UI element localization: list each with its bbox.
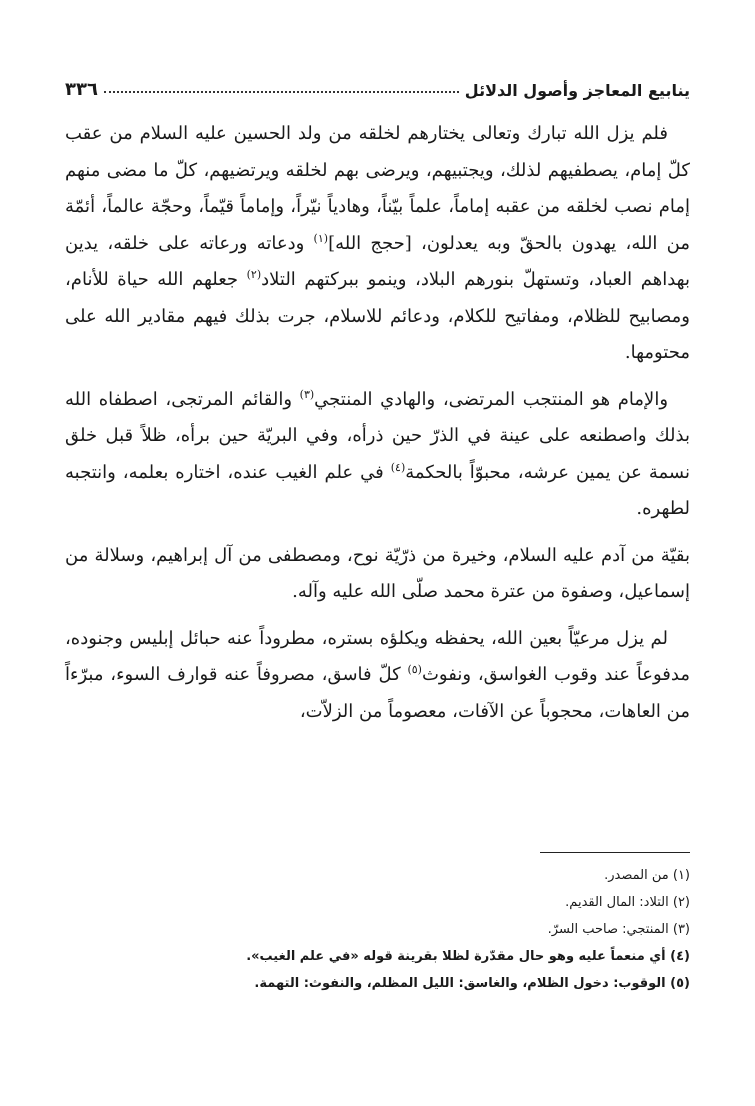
- footnote-ref: (١): [313, 231, 329, 245]
- paragraph-text: بقيّة من آدم عليه السلام، وخيرة من ذرّيّة نوح، ومصطفى من آل إبراهيم، وسلالة من إسماعيل، وصفوة من عترة محمد صلّى الله عليه وآله.: [65, 544, 690, 602]
- footnote-1: (١) من المصدر.: [604, 868, 690, 883]
- page-number: ٣٣٦: [65, 79, 98, 100]
- footnote-ref: (٣): [299, 387, 315, 401]
- paragraph-text: جعلهم الله حياة للأنام، ومصابيح للظلام، ومفاتيح للكلام، ودعائم للاسلام، جرت بذلك فيهم مقادير الله على محتومها.: [65, 269, 690, 363]
- paragraph-text: ودعاته ورعاته على خلقه، يدين بهداهم العباد، وتستهلّ بنورهم البلاد، وينمو ببركتهم التلاد: [65, 232, 690, 290]
- paragraph-3: [65, 538, 690, 611]
- footnote-ref: (٤): [390, 460, 406, 474]
- paragraph-text: في علم الغيب عنده، اختاره بعلمه، وانتجبه لطهره.: [65, 461, 690, 519]
- paragraph-text: كلّ فاسق، مصروفاً عنه قوارف السوء، مبرّءاً من العاهات، محجوباً عن الآفات، معصوماً من الزلاّت،: [65, 664, 690, 722]
- paragraph-text: فلم يزل الله تبارك وتعالى يختارهم لخلقه من ولد الحسين عليه السلام من عقب كلّ إمام، يصطفيهم لذلك، ويجتبيهم، ويرضى بهم لخلقه ويرتضيهم، كلّ ما مضى منهم إمام نصب لخلقه من عقبه إماماً، علماً بيّناً، وهادياً نيّراً، وإماماً قيّماً، وحجّة عالماً، أئمّة من الله، يهدون بالحقّ وبه يعدلون، [حجج الله]: [65, 123, 691, 254]
- footnote-2: (٢) التلاد: المال القديم.: [565, 895, 690, 910]
- paragraph-text: والقائم المرتجى، اصطفاه الله بذلك واصطنعه على عينة في الذرّ حين ذرأه، وفي البريّة حين برأه، ظلاً قبل خلق نسمة عن يمين عرشه، محبوّاً بالحكمة: [65, 388, 690, 483]
- paragraph-1: [65, 116, 690, 372]
- footnote-4: (٤) أي منعماً عليه وهو حال مقدّرة لظلا بقرينة قوله «في علم الغيب».: [246, 949, 690, 964]
- paragraph-4: [65, 621, 690, 731]
- footnote-5: (٥) الوقوب: دخول الظلام، والغاسق: الليل المظلم، والنفوث: التهمة.: [254, 976, 690, 991]
- footnote-separator: [540, 852, 690, 853]
- header-title: ينابيع المعاجز وأصول الدلائل: [464, 81, 690, 100]
- paragraph-text: لم يزل مرعيّاً بعين الله، يحفظه ويكلؤه بستره، مطروداً عنه حبائل إبليس وجنوده، مدفوعاً عند وقوب الغواسق، ونفوث: [65, 627, 690, 685]
- running-header: [65, 66, 690, 100]
- footnote-ref: (٢): [246, 268, 262, 281]
- main-text: [65, 116, 690, 740]
- footnotes: [65, 862, 690, 997]
- footnote-3: (٣) المنتجي: صاحب السرّ.: [547, 922, 690, 937]
- footnote-ref: (٥): [407, 663, 422, 676]
- paragraph-text: والإمام هو المنتجب المرتضى، والهادي المنتجي: [314, 388, 669, 410]
- paragraph-2: [65, 382, 690, 528]
- header-leader-dots: [104, 91, 459, 93]
